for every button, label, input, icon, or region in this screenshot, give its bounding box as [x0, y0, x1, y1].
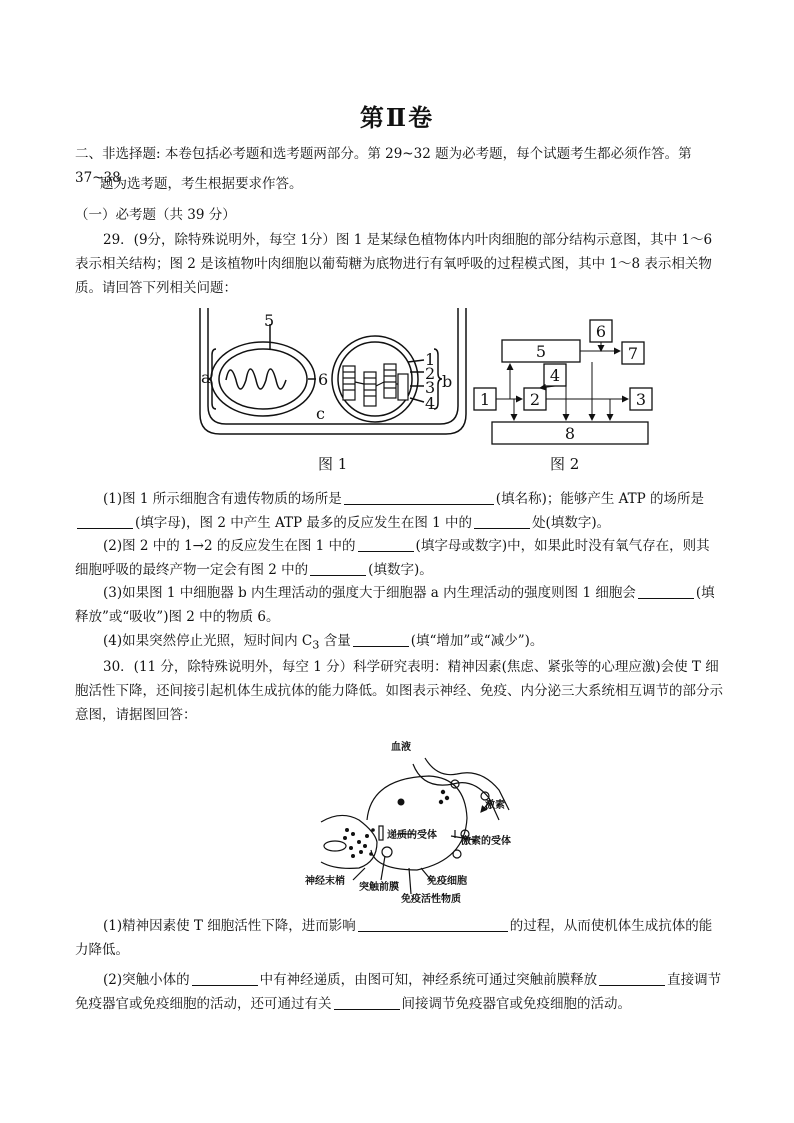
fig1-label-3: 3 [425, 378, 436, 397]
q29-s2-text-b: (填字母或数字)中，如果此时没有氧气存在，则其细胞呼吸的最终产物一定会有图 2 中的 [75, 538, 710, 578]
q29-s4-text-a: (4)如果突然停止光照，短时间内 C [103, 633, 313, 649]
required-header-wrap [75, 203, 723, 227]
fig2-label-4: 4 [549, 366, 561, 385]
fig2-caption: 图 2 [550, 455, 580, 473]
q29-sub3 [75, 581, 723, 629]
fig1-label-1: 1 [425, 350, 436, 369]
fig1-caption: 图 1 [318, 455, 348, 473]
q30-intro: 30．(11 分，除特殊说明外，每空 1 分）科学研究表明：精神因素(焦虑、紧张等的心理应激)会使 T 细胞活性下降，还间接引起机体生成抗体的能力降低。如图表示神经、免疫、内分泌三大系统相互调节的部分示意图，请据图回答： [75, 659, 723, 723]
fig2-label-5: 5 [535, 342, 547, 361]
answer-blank[interactable] [638, 584, 694, 599]
q29-s1-text-a: (1)图 1 所示细胞含有遗传物质的场所是 [103, 491, 342, 507]
fig1-label-5: 5 [264, 311, 275, 330]
fig3-label-transmitter-receptor: 递质的受体 [387, 830, 437, 841]
fig2-label-2: 2 [529, 390, 541, 409]
answer-blank[interactable] [474, 514, 530, 529]
answer-blank[interactable] [358, 917, 508, 932]
page-title: 第Ⅱ卷 [359, 103, 435, 132]
fig3-label-immune-substance: 免疫活性物质 [401, 894, 461, 905]
q30-s2-text-a: (2)突触小体的 [103, 972, 190, 988]
figure2-respiration-diagram [470, 316, 660, 450]
fig3-label-nerve-ending: 神经末梢 [305, 876, 345, 887]
q29-s1-text-d: 处(填数字)。 [532, 515, 611, 531]
q29-sub2 [75, 534, 723, 582]
q29-sub4 [75, 629, 723, 658]
answer-blank[interactable] [358, 537, 414, 552]
q30-s1-text-a: (1)精神因素使 T 细胞活性下降，进而影响 [103, 918, 356, 934]
mitochondrion-cristae [226, 369, 286, 389]
fig1-label-6: 6 [318, 370, 329, 389]
q29-s1-text-c: (填字母)，图 2 中产生 ATP 最多的反应发生在图 1 中的 [135, 515, 473, 531]
q30-sub2 [75, 968, 723, 1016]
fig2-label-1: 1 [479, 390, 491, 409]
mitochondrion-icon [324, 841, 346, 851]
section-two-line2-wrap [100, 172, 720, 196]
q30-sub1 [75, 914, 723, 962]
section-two-line1: 二、非选择题: 本卷包括必考题和选考题两部分。第 29~32 题为必考题，每个试题考生都必须作答。第 37~38 [75, 146, 692, 186]
q30-s2-text-b: 中有神经递质，由图可知，神经系统可通过突触前膜释放 [259, 972, 598, 988]
answer-blank[interactable] [334, 995, 400, 1010]
figure1-cell-diagram [198, 306, 470, 446]
fig3-label-hormone: 激素 [485, 800, 505, 811]
required-header: （一）必考题（共 39 分） [75, 207, 236, 223]
q29-s3-text-a: (3)如果图 1 中细胞器 b 内生理活动的强度大于细胞器 a 内生理活动的强度则图 1 细胞会 [103, 585, 636, 601]
answer-blank[interactable] [310, 561, 366, 576]
thylakoid-grana [343, 364, 408, 406]
q29-s4-text-b: 含量 [319, 633, 351, 649]
q29-s4-text-c: (填“增加”或“减少”)。 [410, 633, 544, 649]
fig1-label-4: 4 [425, 394, 436, 413]
q29-sub1 [75, 487, 723, 535]
q30-s1-text-b: 的过程，从而使机体生成抗体的能力降低。 [75, 918, 713, 958]
q30-s2-text-c: 直接调节免疫器官或免疫细胞的活动，还可通过有关 [75, 972, 722, 1012]
fig3-label-blood: 血液 [391, 742, 411, 753]
q29-s3-text-b: (填释放”或“吸收”)图 2 中的物质 6。 [75, 585, 715, 625]
fig1-label-a: a [201, 368, 211, 387]
fig3-label-presynaptic: 突触前膜 [359, 882, 399, 893]
section-two-line2: 题为选考题，考生根据要求作答。 [100, 176, 303, 192]
fig2-label-3: 3 [635, 390, 647, 409]
brace-b [434, 349, 442, 409]
fig1-label-2: 2 [425, 364, 436, 383]
answer-blank[interactable] [599, 971, 665, 986]
q29-s2-text-a: (2)图 2 中的 1→2 的反应发生在图 1 中的 [103, 538, 356, 554]
immune-cell-body [367, 776, 467, 870]
q29-s2-text-c: (填数字)。 [368, 562, 433, 578]
q29-s4-subscript: 3 [312, 638, 320, 652]
figure3-neuro-immune-diagram [305, 738, 550, 906]
fig1-label-b: b [442, 372, 453, 391]
answer-blank[interactable] [353, 632, 409, 647]
fig2-label-8: 8 [564, 424, 576, 443]
fig1-label-c: c [316, 404, 325, 423]
fig3-label-immune-cell: 免疫细胞 [427, 876, 467, 887]
fig2-label-7: 7 [627, 344, 639, 363]
answer-blank[interactable] [77, 514, 133, 529]
q30-s2-text-d: 间接调节免疫器官或免疫细胞的活动。 [401, 996, 631, 1012]
mitochondrion-inner-membrane [219, 349, 307, 409]
q29-intro: 29．(9分，除特殊说明外，每空 1分）图 1 是某绿色植物体内叶肉细胞的部分结构示意图，其中 1～6 表示相关结构；图 2 是该植物叶肉细胞以葡萄糖为底物进行有氧呼吸的过程模式图，其中 1～8 表示相关物质。请回答下列相关问题： [75, 232, 713, 296]
fig2-label-6: 6 [595, 322, 607, 341]
q29-s1-text-b: (填名称)；能够产生 ATP 的场所是 [495, 491, 705, 507]
answer-blank[interactable] [192, 971, 258, 986]
fig3-label-hormone-receptor: 激素的受体 [461, 836, 511, 847]
answer-blank[interactable] [344, 490, 494, 505]
